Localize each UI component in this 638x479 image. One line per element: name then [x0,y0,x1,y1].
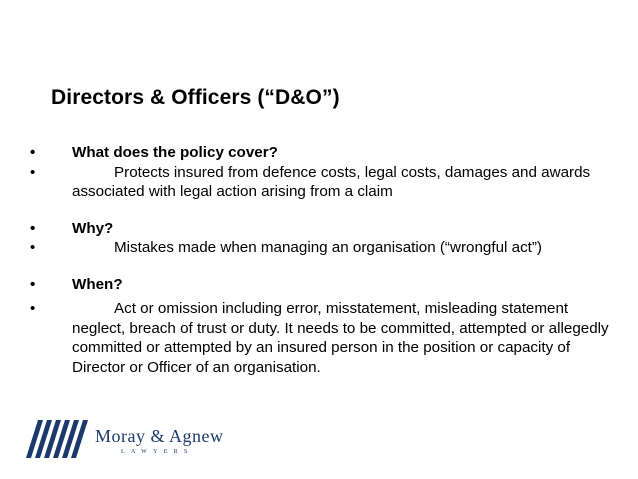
bullet-marker: • [30,300,36,317]
bullet-item-answer-why [30,238,610,258]
bullet-text: What does the policy cover? [72,144,278,161]
bullet-marker: • [30,239,36,256]
spacer [30,202,610,219]
bullet-marker: • [30,163,36,181]
bullet-text: Act or omission including error, misstatement, misleading statement neglect, breach of trust or duty. It needs to be committed, attempted or allegedly committed or attempted by an insured person in the position or capacity of Director or Officer of an organisation. [72,300,609,376]
company-logo [26,418,226,460]
bullet-text: Protects insured from defence costs, legal costs, damages and awards associated with legal action arising from a claim [72,163,591,200]
bullet-text: When? [72,275,123,293]
spacer [30,258,610,275]
bullet-marker: • [30,219,36,237]
bullet-marker: • [30,144,36,161]
bullet-text: Why? [72,219,114,237]
slide-title: Directors & Officers (“D&O”) [51,86,340,109]
bullet-item-question-why [30,219,610,239]
bullet-list [30,143,610,377]
logo-subtitle: LAWYERS [121,449,194,455]
bullet-item-answer-when [30,299,610,377]
logo-name: Moray & Agnew [95,426,224,446]
bullet-marker: • [30,275,36,293]
bullet-item-question-cover [30,143,610,163]
logo-stripes-icon [26,418,92,460]
bullet-text: Mistakes made when managing an organisation (“wrongful act”) [114,239,542,256]
bullet-item-answer-cover [30,163,610,202]
bullet-item-question-when [30,275,610,295]
